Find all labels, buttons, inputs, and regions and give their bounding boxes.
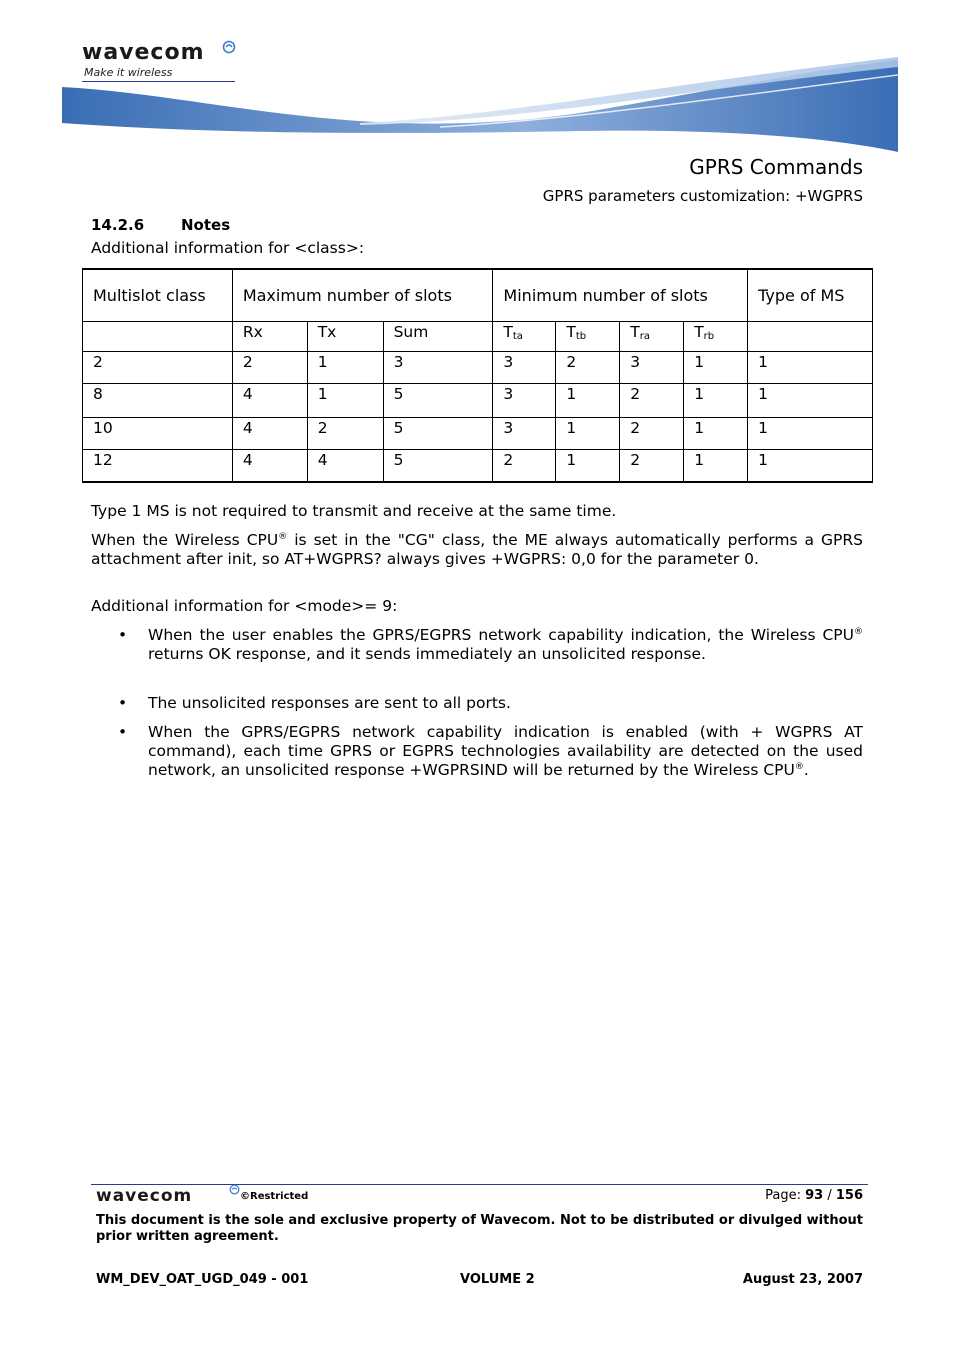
table-cell: 1 bbox=[556, 418, 620, 450]
subheader-tta: $T_{ta}$ bbox=[493, 322, 556, 352]
table-cell: 2 bbox=[83, 352, 233, 384]
page-title: GPRS Commands bbox=[689, 155, 863, 179]
footer-volume: VOLUME 2 bbox=[460, 1272, 535, 1287]
table-cell: 2 bbox=[620, 384, 684, 418]
footer-logo-word: wavecom bbox=[96, 1186, 193, 1206]
table-cell: 1 bbox=[748, 384, 873, 418]
paragraph-mode-intro: Additional information for <mode>= 9: bbox=[91, 597, 398, 615]
bullet-icon: • bbox=[118, 723, 128, 741]
table-cell: 4 bbox=[232, 450, 307, 483]
table-cell: 2 bbox=[620, 450, 684, 483]
table-cell: 3 bbox=[493, 384, 556, 418]
subheader-rx: Rx bbox=[232, 322, 307, 352]
header-multislot-class: Multislot class bbox=[83, 269, 233, 322]
table-row bbox=[83, 352, 873, 384]
paragraph-type1: Type 1 MS is not required to transmit and receive at the same time. bbox=[91, 502, 617, 520]
header-wave-banner bbox=[60, 55, 900, 155]
registered-mark: ® bbox=[854, 627, 863, 637]
table-cell: 2 bbox=[620, 418, 684, 450]
subheader-empty-left bbox=[83, 322, 233, 352]
table-cell: 4 bbox=[232, 384, 307, 418]
bullet-icon: • bbox=[118, 626, 128, 644]
footer-logo bbox=[96, 1186, 192, 1206]
table-cell: 1 bbox=[748, 352, 873, 384]
footer-rule bbox=[91, 1184, 868, 1185]
table-cell: 12 bbox=[83, 450, 233, 483]
footer-doc-id: WM_DEV_OAT_UGD_049 - 001 bbox=[96, 1272, 309, 1287]
header-type-of-ms: Type of MS bbox=[748, 269, 873, 322]
table-header-row bbox=[83, 269, 873, 322]
table-cell: 1 bbox=[684, 352, 748, 384]
header-max-slots: Maximum number of slots bbox=[232, 269, 493, 322]
table-row bbox=[83, 384, 873, 418]
bullet-item: When the GPRS/EGPRS network capability indication is enabled (with + WGPRS AT command), each time GPRS or EGPRS technologies availability are detected on the used network, an unsolicited response +WGPRSIND will be returned by the Wireless CPU®. bbox=[148, 723, 863, 779]
footer-logo-swirl-icon bbox=[229, 1184, 240, 1195]
section-heading bbox=[91, 216, 230, 234]
subheader-sum: Sum bbox=[383, 322, 493, 352]
header-logo-word: wavecom bbox=[82, 40, 205, 65]
footer-notice: This document is the sole and exclusive property of Wavecom. Not to be distributed or divulged without prior written agreement. bbox=[96, 1213, 863, 1244]
registered-mark: ® bbox=[794, 762, 804, 772]
logo-swirl-icon bbox=[222, 40, 236, 54]
table-row bbox=[83, 450, 873, 483]
footer-date: August 23, 2007 bbox=[742, 1272, 863, 1287]
page-subtitle: GPRS parameters customization: +WGPRS bbox=[542, 187, 863, 205]
bullet-icon: • bbox=[118, 694, 128, 712]
section-intro: Additional information for <class>: bbox=[91, 239, 365, 257]
section-title: Notes bbox=[181, 216, 231, 234]
table-cell: 3 bbox=[620, 352, 684, 384]
table-cell: 8 bbox=[83, 384, 233, 418]
footer-restricted: ©Restricted bbox=[240, 1191, 309, 1202]
table-cell: 1 bbox=[556, 384, 620, 418]
table-cell: 1 bbox=[748, 418, 873, 450]
table-cell: 2 bbox=[493, 450, 556, 483]
table-cell: 3 bbox=[493, 418, 556, 450]
header-tagline: Make it wireless bbox=[84, 66, 173, 79]
table-cell: 2 bbox=[556, 352, 620, 384]
table-cell: 3 bbox=[493, 352, 556, 384]
table-cell: 10 bbox=[83, 418, 233, 450]
table-cell: 4 bbox=[307, 450, 383, 483]
table-cell: 1 bbox=[684, 450, 748, 483]
subheader-tx: Tx bbox=[307, 322, 383, 352]
table-cell: 5 bbox=[383, 418, 493, 450]
bullet-item: When the user enables the GPRS/EGPRS network capability indication, the Wireless CPU® returns OK response, and it sends immediately an unsolicited response. bbox=[148, 626, 863, 663]
table-cell: 1 bbox=[307, 352, 383, 384]
table-cell: 2 bbox=[232, 352, 307, 384]
table-cell: 1 bbox=[307, 384, 383, 418]
multislot-table bbox=[82, 268, 873, 483]
table-cell: 5 bbox=[383, 450, 493, 483]
subheader-tra: $T_{ra}$ bbox=[620, 322, 684, 352]
registered-mark: ® bbox=[278, 532, 288, 542]
subheader-empty-right bbox=[748, 322, 873, 352]
table-cell: 4 bbox=[232, 418, 307, 450]
subheader-trb: $T_{rb}$ bbox=[684, 322, 748, 352]
table-cell: 1 bbox=[748, 450, 873, 483]
table-cell: 1 bbox=[556, 450, 620, 483]
paragraph-cg-class: When the Wireless CPU® is set in the "CG" class, the ME always automatically performs a GPRS attachment after init, so AT+WGPRS? always gives +WGPRS: 0,0 for the parameter 0. bbox=[91, 531, 863, 568]
table-cell: 1 bbox=[684, 384, 748, 418]
section-number: 14.2.6 bbox=[91, 216, 145, 234]
table-cell: 2 bbox=[307, 418, 383, 450]
table-cell: 3 bbox=[383, 352, 493, 384]
table-cell: 5 bbox=[383, 384, 493, 418]
header-min-slots: Minimum number of slots bbox=[493, 269, 748, 322]
table-subheader-row bbox=[83, 322, 873, 352]
footer-page-number: Page: 93 / 156 bbox=[765, 1188, 863, 1203]
bullet-item: The unsolicited responses are sent to all ports. bbox=[148, 694, 511, 712]
table-cell: 1 bbox=[684, 418, 748, 450]
subheader-ttb: $T_{tb}$ bbox=[556, 322, 620, 352]
table-row bbox=[83, 418, 873, 450]
